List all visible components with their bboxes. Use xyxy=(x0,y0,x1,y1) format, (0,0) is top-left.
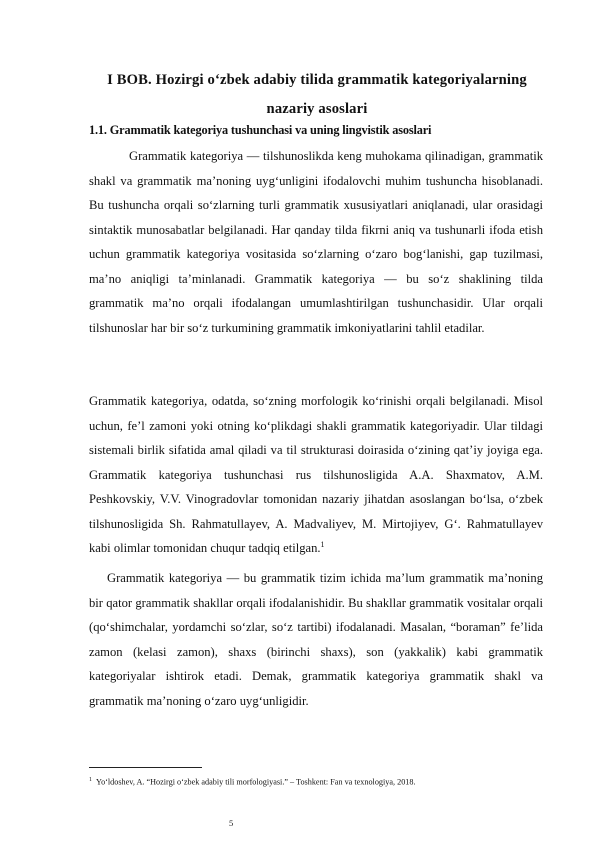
chapter-title: I BOB. Hozirgi o‘zbek adabiy tilida grammatik kategoriyalarning nazariy asoslari xyxy=(107,72,527,117)
footnote-mark: 1 xyxy=(89,777,92,783)
paragraph-2 xyxy=(89,389,543,561)
paragraph-1: Grammatik kategoriya — tilshunoslikda keng muhokama qilinadigan, grammatik shakl va grammatik ma’noning uyg‘unligini ifodalovchi muhim tushuncha hisoblanadi. Bu tushuncha orqali so‘zlarning turli grammatik xususiyatlari aniqlanadi, ular orasidagi sintaktik munosabatlar belgilanadi. Har qanday tilda fikrni aniq va tushunarli ifoda etish uchun grammatik kategoriya vositasida so‘zlarning o‘zaro bog‘lanishi, gap tuzilmasi, ma’no aniqligi ta’minlanadi. Grammatik kategoriya — bu so‘z shaklining tilda grammatik ma’no orqali ifodalangan umumlashtirilgan tushunchasidir. Ular orqali tilshunoslar har bir so‘z turkumining grammatik imkoniyatlarini tahlil etadilar. xyxy=(89,149,543,335)
footnote-text: Yo‘ldoshev, A. “Hozirgi o‘zbek adabiy tili morfologiyasi.” – Toshkent: Fan va texnologiya, 2018. xyxy=(96,777,416,787)
footnote-separator xyxy=(89,767,202,768)
footnote-reference[interactable]: 1 xyxy=(320,539,325,549)
page-number: 5 xyxy=(229,818,234,828)
paragraph-2-text: Grammatik kategoriya, odatda, so‘zning morfologik ko‘rinishi orqali belgilanadi. Misol uchun, fe’l zamoni yoki otning ko‘plikdagi shakli grammatik kategoriyadir. Ular tildagi sistemali birlik sifatida amal qiladi va til strukturasi doirasida o‘zining qat’iy joyiga ega. Grammatik kategoriya tushunchasi rus tilshunosligida A.A. Shaxmatov, A.M. Peshkovskiy, V.V. Vinogradovlar tomonidan nazariy jihatdan asoslangan bo‘lsa, o‘zbek tilshunosligida Sh. Rahmatullayev, A. Madvaliyev, M. Mirtojiyev, G‘. Rahmatullayev kabi olimlar tomonidan chuqur tadqiq etilgan. xyxy=(89,394,543,555)
section-title: 1.1. Grammatik kategoriya tushunchasi va uning lingvistik asoslari xyxy=(89,123,432,137)
paragraph-3: Grammatik kategoriya — bu grammatik tizim ichida ma’lum grammatik ma’noning bir qator grammatik shakllar orqali ifodalanishidir. Bu shakllar grammatik vositalar orqali (qo‘shimchalar, yordamchi so‘zlar, so‘z tartibi) ifodalanadi. Masalan, “boraman” fe’lida zamon (kelasi zamon), shaxs (birinchi shaxs), son (yakkalik) kabi grammatik kategoriyalar ishtirok etadi. Demak, grammatik kategoriya grammatik shakl va grammatik ma’noning o‘zaro uyg‘unligidir. xyxy=(89,571,543,708)
footnote xyxy=(89,774,545,789)
